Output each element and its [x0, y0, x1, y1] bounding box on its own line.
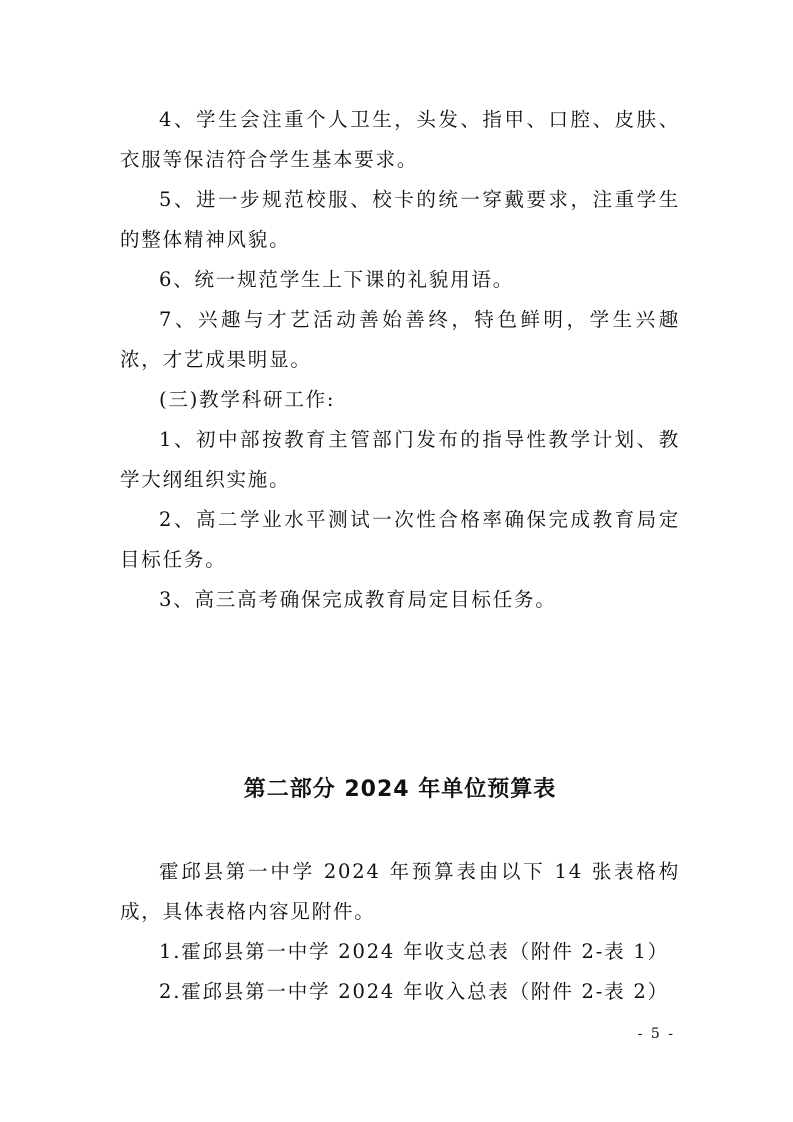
paragraph-budget-intro: 霍邱县第一中学 2024 年预算表由以下 14 张表格构成，具体表格内容见附件。: [120, 860, 680, 923]
list-item-budget-table-2: 2.霍邱县第一中学 2024 年收入总表（附件 2-表 2）: [159, 980, 669, 1003]
list-item-budget-table-1: 1.霍邱县第一中学 2024 年收支总表（附件 2-表 1）: [159, 940, 669, 963]
section-title-budget-tables: 第二部分 2024 年单位预算表: [243, 777, 557, 802]
paragraph-uniform: 5、进一步规范校服、校卡的统一穿戴要求，注重学生的整体精神风貌。: [120, 188, 680, 251]
paragraph-hygiene: 4、学生会注重个人卫生，头发、指甲、口腔、皮肤、衣服等保洁符合学生基本要求。: [120, 108, 680, 171]
paragraph-activities: 7、兴趣与才艺活动善始善终，特色鲜明，学生兴趣浓，才艺成果明显。: [120, 308, 680, 371]
paragraph-etiquette: 6、统一规范学生上下课的礼貌用语。: [159, 268, 515, 291]
paragraph-grade12-exam: 3、高三高考确保完成教育局定目标任务。: [159, 588, 557, 611]
paragraph-junior-curriculum: 1、初中部按教育主管部门发布的指导性教学计划、教学大纲组织实施。: [120, 428, 680, 491]
page-number: - 5 -: [637, 1026, 675, 1042]
paragraph-grade11-test: 2、高二学业水平测试一次性合格率确保完成教育局定目标任务。: [120, 508, 680, 571]
subheading-teaching-research: (三)教学科研工作:: [159, 388, 336, 411]
